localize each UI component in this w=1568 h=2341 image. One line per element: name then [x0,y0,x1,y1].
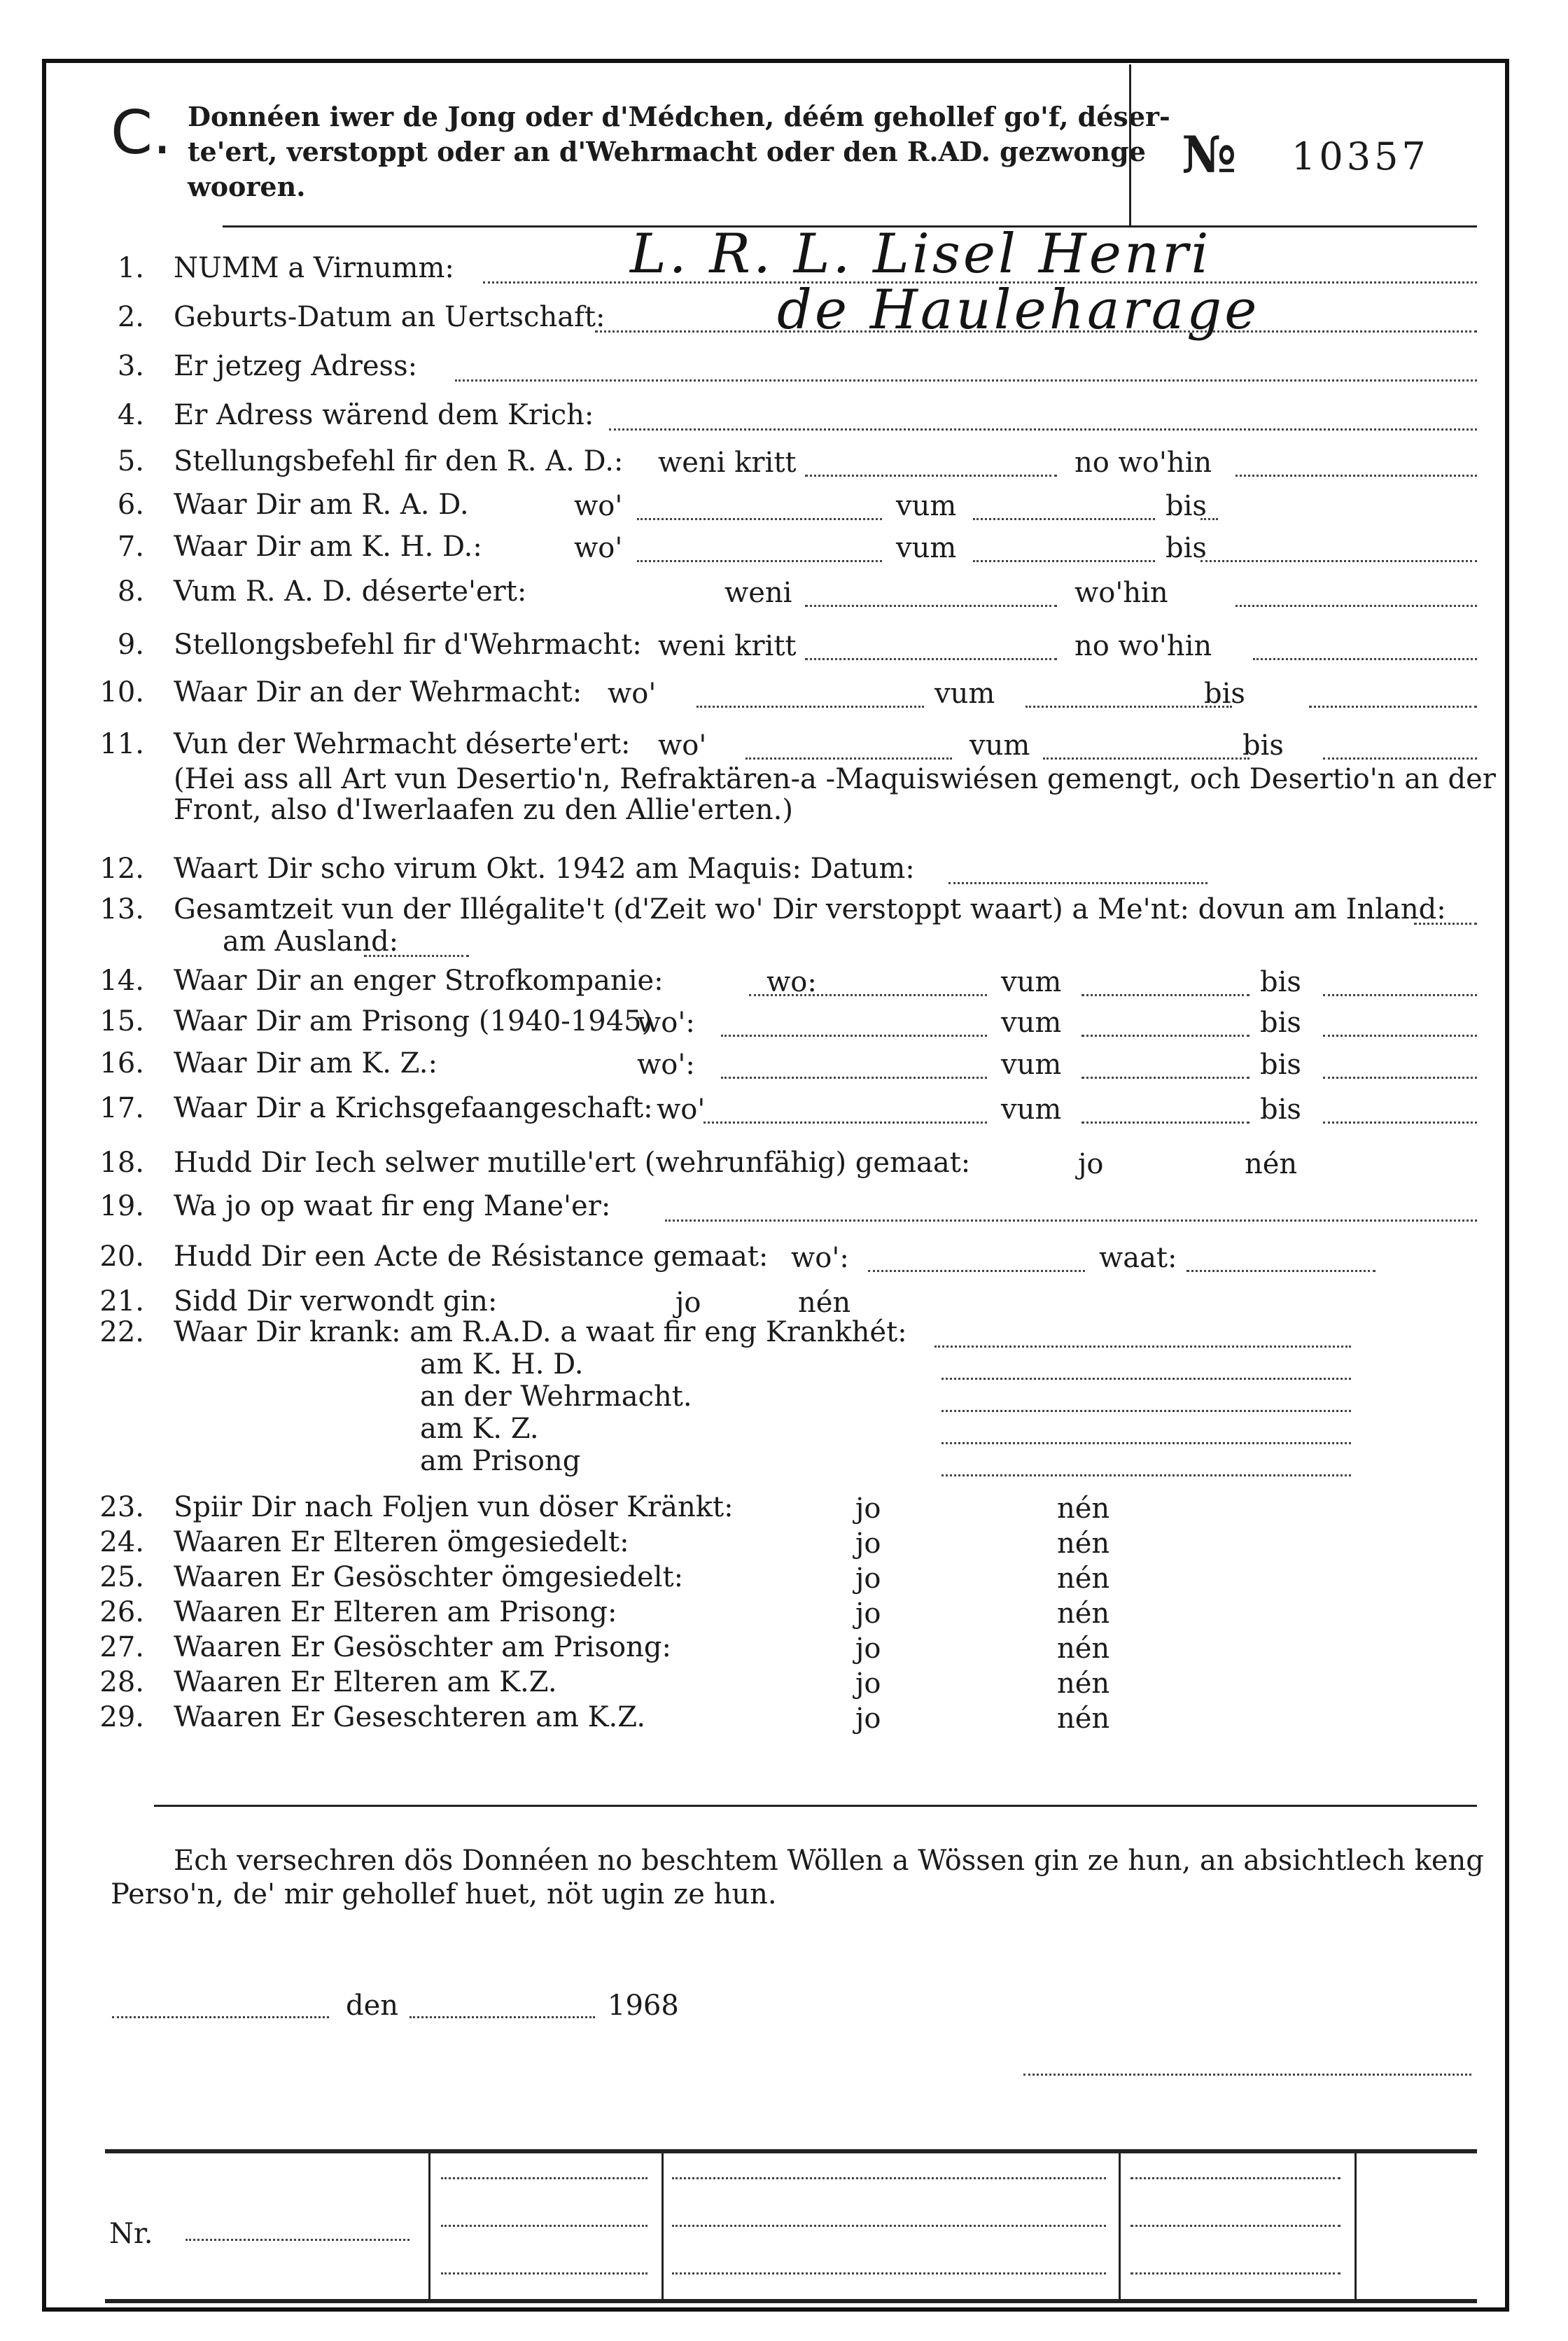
answer-field[interactable] [1043,757,1250,760]
question-label: Waar Dir an enger Strofkompanie: [174,965,664,997]
answer-field[interactable] [1414,923,1477,925]
field-label: bis [1166,490,1207,522]
question-label: Waaren Er Gesöschter ömgesiedelt: [174,1561,684,1593]
question-number: 17. [99,1092,144,1124]
answer-field[interactable] [364,955,469,957]
footer-col-divider-4 [1354,2151,1357,2301]
field-label: nén [1057,1528,1110,1560]
field-label: nén [1057,1703,1110,1735]
question-number: 19. [99,1190,144,1222]
question-label: Waaren Er Elteren am Prisong: [174,1596,617,1628]
question-label: Wa jo op waat fir eng Mane'er: [174,1190,611,1222]
declaration-rule [154,1805,1477,1807]
header-title-line-1: Donnéen iwer de Jong oder d'Médchen, déém gehollef go'f, déser- [188,101,1170,132]
footer-cell-field[interactable] [1130,2225,1340,2227]
question-label: Hudd Dir Iech selwer mutille'ert (wehrunfähig) gemaat: [174,1147,971,1179]
answer-field[interactable] [948,882,1208,884]
answer-field[interactable] [1200,560,1477,562]
answer-field[interactable] [1082,1077,1250,1079]
footer-col-divider-3 [1119,2151,1121,2301]
field-label: jo [855,1668,881,1700]
field-label: vum [896,490,957,522]
answer-field[interactable] [941,1442,1351,1444]
question-label: Waaren Er Gesöschter am Prisong: [174,1631,671,1663]
sub-item-label: am K. Z. [420,1413,539,1445]
question-label: Stellungsbefehl fir den R. A. D.: [174,445,624,477]
answer-field[interactable] [637,518,882,520]
question-label: Waar Dir krank: am R.A.D. a waat fir eng Krankhét: [174,1316,907,1348]
answer-field[interactable] [1309,706,1477,708]
question-label: Spiir Dir nach Foljen vun döser Kränkt: [174,1491,734,1523]
footer-cell-field[interactable] [441,2225,648,2227]
field-label: wo: [766,966,817,998]
question-label: Vum R. A. D. déserte'ert: [174,575,527,608]
field-label: nén [1057,1633,1110,1665]
field-label: no wo'hin [1074,447,1212,479]
question-number: 13. [99,893,144,925]
answer-field[interactable] [1323,1121,1477,1124]
question-number: 24. [99,1526,144,1558]
answer-field[interactable] [934,1346,1351,1348]
footer-cell-field[interactable] [672,2272,1106,2274]
field-label: bis [1260,1093,1301,1126]
question-number: 29. [99,1701,144,1733]
question-label: Waar Dir am K. H. D.: [174,531,482,563]
section-letter: C. [111,98,172,168]
field-label: vum [896,532,957,564]
answer-field[interactable] [1082,1121,1250,1124]
sub-item-label: am K. H. D. [420,1348,584,1381]
answer-field[interactable] [973,518,1155,520]
field-label: nén [1057,1493,1110,1525]
answer-field[interactable] [1236,475,1477,477]
answer-field[interactable] [1323,1077,1477,1079]
field-label: jo [855,1633,881,1665]
sub-item-label: am Prisong [420,1445,581,1477]
field-label: bis [1260,1007,1301,1039]
question-label: Waar Dir am Prisong (1940-1945) [174,1005,653,1037]
question-label: Hudd Dir een Acte de Résistance gemaat: [174,1241,769,1273]
field-label: nén [1057,1598,1110,1630]
question-label: Vun der Wehrmacht déserte'ert: [174,728,631,760]
question-label: Waar Dir a Krichsgefaangeschaft: [174,1092,653,1124]
question-number: 3. [117,350,144,382]
question-number: 27. [99,1631,144,1663]
answer-field[interactable] [1082,1035,1250,1037]
field-label: nén [798,1287,851,1319]
question-label: Waaren Er Geseschteren am K.Z. [174,1701,646,1733]
field-label: jo [1078,1148,1104,1180]
footer-bottom-rule [105,2299,1477,2303]
field-label: wo': [637,1007,695,1039]
footer-cell-field[interactable] [441,2272,648,2274]
footer-cell-field[interactable] [1130,2272,1340,2274]
question-number: 9. [117,629,144,661]
field-label: jo [676,1287,701,1319]
header-divider [1129,64,1131,225]
answer-field[interactable] [665,1220,1477,1222]
answer-field[interactable] [704,1121,987,1124]
answer-field[interactable] [637,560,882,562]
field-label: wo' [608,678,657,710]
answer-field[interactable] [868,1270,1085,1272]
field-label: jo [855,1493,881,1525]
question-number: 26. [99,1596,144,1628]
question-number: 12. [99,853,144,885]
question-number: 11. [99,728,144,760]
answer-field[interactable] [941,1410,1351,1412]
date-year: 1968 [608,1990,679,2022]
question-label: Gesamtzeit vun der Illégalite't (d'Zeit wo' Dir verstoppt waart) a Me'nt: dovun am Inland: [174,893,1446,925]
sub-item-label: an der Wehrmacht. [420,1381,692,1413]
field-label: wo' [574,532,623,564]
field-label: vum [969,729,1030,762]
question-number: 16. [99,1047,144,1079]
answer-field[interactable] [1026,706,1232,708]
field-label: vum [934,678,995,710]
question-label: Waart Dir scho virum Okt. 1942 am Maquis: Datum: [174,853,915,885]
field-label: jo [855,1563,881,1595]
question-number: 25. [99,1561,144,1593]
place-field[interactable] [112,2016,329,2018]
answer-field[interactable] [1323,1035,1477,1037]
field-label: wo'hin [1074,577,1168,609]
field-label: weni kritt [658,447,797,479]
question-number: 21. [99,1285,144,1318]
question-number: 2. [117,301,144,333]
answer-field[interactable] [721,1077,987,1079]
question-number: 22. [99,1316,144,1348]
footer-top-rule [105,2149,1477,2153]
question-number: 7. [117,531,144,563]
answer-field[interactable] [941,1378,1351,1380]
footer-cell-field[interactable] [1130,2177,1340,2179]
answer-field[interactable] [805,475,1057,477]
answer-field[interactable] [805,605,1057,607]
question-label: Geburts-Datum an Uertschaft: [174,301,606,333]
answer-field[interactable] [455,379,1477,382]
declaration-line-1: Ech versechren dös Donnéen no beschtem Wöllen a Wössen gin ze hun, an absichtlech keng [174,1845,1484,1877]
question-label: Waar Dir am K. Z.: [174,1047,438,1079]
date-field[interactable] [410,2016,595,2018]
form-border [42,59,1509,2312]
answer-field[interactable] [749,994,987,996]
field-label: vum [1001,1093,1062,1126]
answer-field[interactable] [721,1035,987,1037]
question-number: 6. [117,489,144,521]
field-label: bis [1166,532,1207,564]
question-number: 23. [99,1491,144,1523]
question-number: 20. [99,1241,144,1273]
field-label: nén [1057,1668,1110,1700]
question-note: (Hei ass all Art vun Desertio'n, Refraktären-a -Maquiswiésen gemengt, och Desertio'n an der [174,763,1496,795]
field-label: bis [1204,678,1245,710]
question-number: 10. [99,676,144,708]
answer-field[interactable] [609,428,1477,431]
field-label: bis [1260,1049,1301,1081]
question-number: 14. [99,965,144,997]
question-label: Waaren Er Elteren ömgesiedelt: [174,1526,629,1558]
field-label: jo [855,1598,881,1630]
field-label: jo [855,1528,881,1560]
footer-cell-field[interactable] [672,2225,1106,2227]
footer-col-divider-2 [662,2151,664,2301]
document-number: 10357 [1292,134,1429,179]
declaration-line-2: Perso'n, de' mir gehollef huet, nöt ugin ze hun. [111,1878,777,1910]
date-den-label: den [346,1990,399,2022]
answer-field[interactable] [1236,605,1477,607]
field-label: wo' [658,729,707,762]
answer-field[interactable] [1253,658,1477,660]
field-label: nén [1057,1563,1110,1595]
answer-field[interactable] [1186,1270,1376,1272]
field-label: bis [1260,966,1301,998]
field-label: weni kritt [658,630,797,662]
signature-field[interactable] [1023,2074,1471,2076]
question-label: Waar Dir am R. A. D. [174,489,469,521]
field-label: wo' [574,490,623,522]
question-label: NUMM a Virnumm: [174,252,454,284]
question-number: 5. [117,445,144,477]
field-label: wo': [637,1049,695,1081]
question-label: Er Adress wärend dem Krich: [174,399,594,431]
answer-field[interactable] [696,706,924,708]
header-title-line-2: te'ert, verstoppt oder an d'Wehrmacht oder den R.AD. gezwonge [188,136,1146,167]
question-label: Stellongsbefehl fir d'Wehrmacht: [174,629,642,661]
question-continuation: am Ausland: [223,925,399,958]
answer-field[interactable] [746,757,952,760]
question-label: Waar Dir an der Wehrmacht: [174,676,582,708]
field-label: nén [1245,1148,1298,1180]
field-label: waat: [1099,1242,1177,1274]
field-label: vum [1001,1007,1062,1039]
question-number: 15. [99,1005,144,1037]
answer-field[interactable] [805,658,1057,660]
answer-field[interactable] [973,560,1155,562]
field-label: jo [855,1703,881,1735]
field-label: vum [1001,1049,1062,1081]
question-number: 8. [117,575,144,608]
header-title-line-3: wooren. [188,171,306,202]
footer-cell-field[interactable] [672,2177,1106,2179]
footer-nr-label: Nr. [109,2218,153,2250]
field-label: wo' [657,1093,706,1126]
question-number: 18. [99,1147,144,1179]
field-label: bis [1242,729,1284,762]
answer-field[interactable] [1082,994,1250,996]
question-label: Er jetzeg Adress: [174,350,418,382]
question-number: 4. [117,399,144,431]
field-label: wo': [791,1242,849,1274]
field-label: vum [1001,966,1062,998]
document-number-symbol: № [1182,125,1237,184]
footer-cell-field[interactable] [441,2177,648,2179]
question-note: Front, also d'Iwerlaafen zu den Allie'erten.) [174,794,793,826]
answer-field[interactable] [1323,994,1477,996]
footer-col-divider-1 [428,2151,430,2301]
question-label: Sidd Dir verwondt gin: [174,1285,498,1318]
field-label: weni [724,577,792,609]
question-label: Waaren Er Elteren am K.Z. [174,1666,557,1698]
handwritten-name: L. R. L. Lisel Henri [630,223,1212,286]
footer-nr-field[interactable] [186,2239,410,2241]
handwritten-birthplace: de Hauleharage [777,279,1260,342]
answer-field[interactable] [941,1474,1351,1476]
question-number: 28. [99,1666,144,1698]
answer-field[interactable] [1200,518,1218,520]
question-number: 1. [117,252,144,284]
answer-field[interactable] [1323,757,1477,760]
field-label: no wo'hin [1074,630,1212,662]
